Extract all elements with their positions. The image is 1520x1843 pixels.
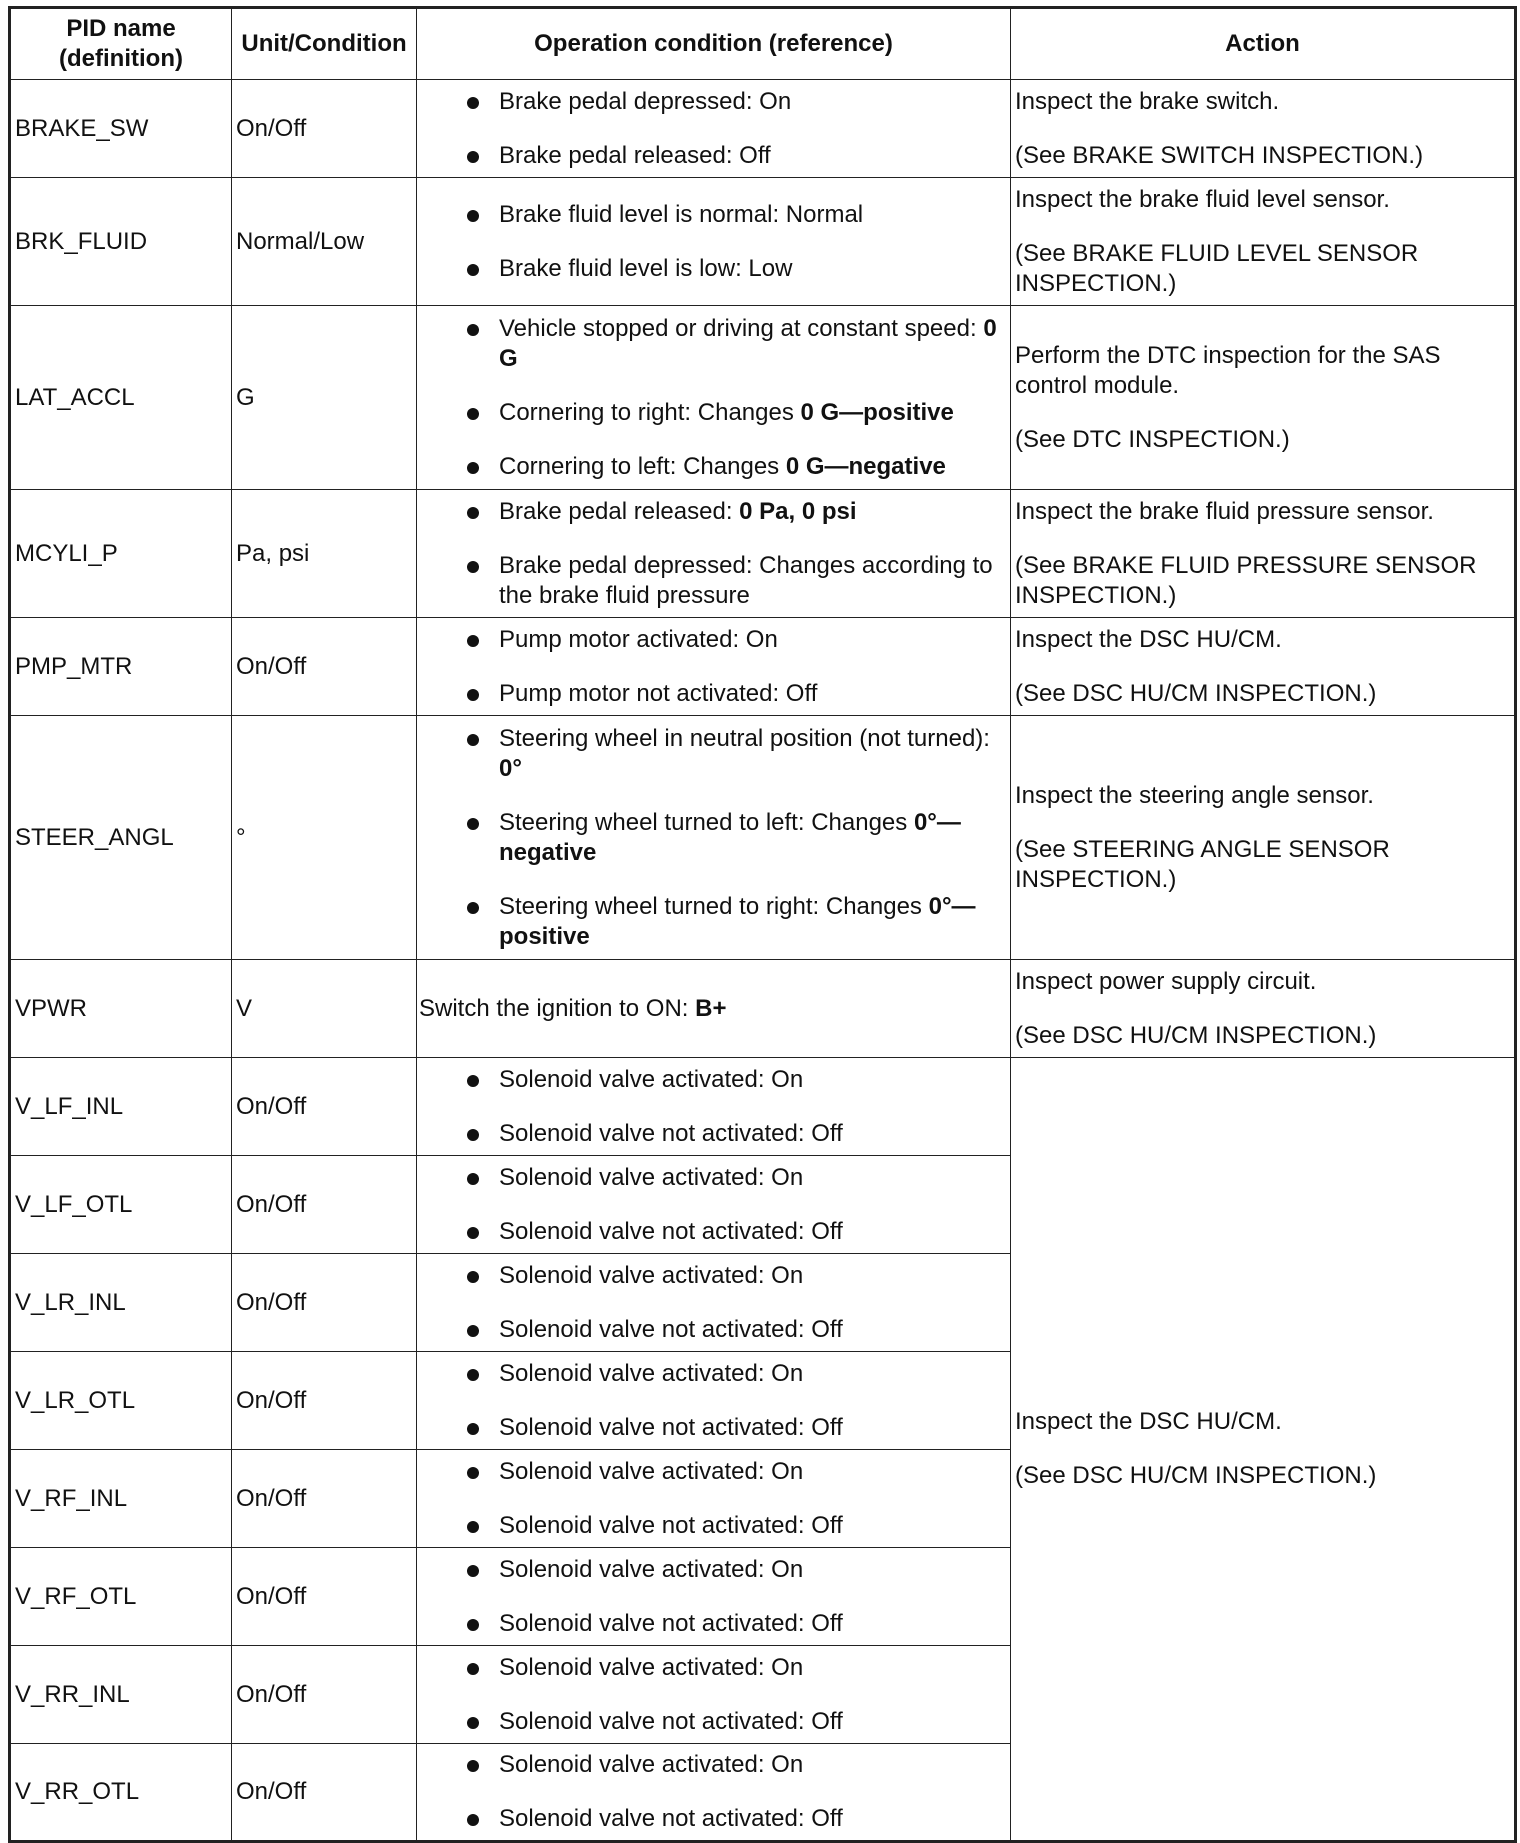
- condition-item: Cornering to right: Changes 0 G—positive: [461, 398, 1006, 428]
- header-condition: Operation condition (reference): [417, 8, 1011, 80]
- operation-condition: [417, 618, 1011, 716]
- table-row: [10, 1058, 1516, 1156]
- operation-condition: [417, 306, 1011, 490]
- action-cell: [1011, 490, 1516, 618]
- header-action: Action: [1011, 8, 1516, 80]
- action-reference: (See DSC HU/CM INSPECTION.): [1015, 679, 1377, 707]
- action-text: Perform the DTC inspection for the SAS control module.: [1015, 341, 1441, 399]
- action-text: Inspect the brake switch.: [1015, 87, 1280, 115]
- operation-condition: [417, 1156, 1011, 1254]
- condition-item: Solenoid valve activated: On: [461, 1750, 1006, 1780]
- action-text: Inspect the brake fluid level sensor.: [1015, 185, 1390, 213]
- action-reference: (See STEERING ANGLE SENSOR INSPECTION.): [1015, 835, 1390, 893]
- pid-name: VPWR: [10, 960, 232, 1058]
- condition-item: Brake fluid level is normal: Normal: [461, 200, 1006, 230]
- header-unit: Unit/Condition: [232, 8, 417, 80]
- pid-unit: Pa, psi: [232, 490, 417, 618]
- condition-item: Brake pedal depressed: On: [461, 87, 1006, 117]
- operation-condition: Switch the ignition to ON: B+: [417, 960, 1011, 1058]
- operation-condition: [417, 716, 1011, 960]
- condition-item: Pump motor activated: On: [461, 625, 1006, 655]
- table-row: [10, 178, 1516, 306]
- pid-name: V_RR_OTL: [10, 1744, 232, 1842]
- operation-condition: [417, 1058, 1011, 1156]
- condition-item: Steering wheel turned to left: Changes 0°—negative: [461, 808, 1006, 868]
- pid-name: V_RR_INL: [10, 1646, 232, 1744]
- pid-unit: On/Off: [232, 80, 417, 178]
- condition-item: Cornering to left: Changes 0 G—negative: [461, 452, 1006, 482]
- action-text: Inspect power supply circuit.: [1015, 967, 1317, 995]
- condition-item: Solenoid valve activated: On: [461, 1261, 1006, 1291]
- pid-name: LAT_ACCL: [10, 306, 232, 490]
- condition-item: Solenoid valve activated: On: [461, 1653, 1006, 1683]
- action-cell: [1011, 716, 1516, 960]
- pid-name: V_LF_OTL: [10, 1156, 232, 1254]
- condition-item: Solenoid valve not activated: Off: [461, 1609, 1006, 1639]
- pid-unit: On/Off: [232, 1254, 417, 1352]
- header-row: [10, 8, 1516, 80]
- action-reference: (See BRAKE SWITCH INSPECTION.): [1015, 141, 1424, 169]
- pid-name: V_LR_INL: [10, 1254, 232, 1352]
- pid-name: BRK_FLUID: [10, 178, 232, 306]
- table-row: [10, 960, 1516, 1058]
- condition-item: Solenoid valve not activated: Off: [461, 1804, 1006, 1834]
- pid-unit: On/Off: [232, 1744, 417, 1842]
- pid-table: [8, 6, 1517, 1843]
- condition-item: Solenoid valve activated: On: [461, 1163, 1006, 1193]
- condition-item: Solenoid valve not activated: Off: [461, 1413, 1006, 1443]
- pid-unit: On/Off: [232, 1352, 417, 1450]
- valves-action-cell: [1011, 1058, 1516, 1842]
- action-reference: (See DSC HU/CM INSPECTION.): [1015, 1462, 1377, 1489]
- action-cell: [1011, 178, 1516, 306]
- pid-unit: On/Off: [232, 1450, 417, 1548]
- action-text: Inspect the steering angle sensor.: [1015, 781, 1374, 809]
- action-reference: (See DTC INSPECTION.): [1015, 425, 1290, 453]
- operation-condition: [417, 1744, 1011, 1842]
- pid-name: V_RF_OTL: [10, 1548, 232, 1646]
- action-text: Inspect the brake fluid pressure sensor.: [1015, 497, 1434, 525]
- condition-item: Solenoid valve not activated: Off: [461, 1511, 1006, 1541]
- condition-item: Solenoid valve activated: On: [461, 1555, 1006, 1585]
- pid-unit: On/Off: [232, 1156, 417, 1254]
- condition-item: Steering wheel in neutral position (not turned): 0°: [461, 724, 1006, 784]
- action-cell: [1011, 960, 1516, 1058]
- pid-unit: On/Off: [232, 1646, 417, 1744]
- pid-unit: V: [232, 960, 417, 1058]
- action-cell: [1011, 306, 1516, 490]
- condition-item: Solenoid valve not activated: Off: [461, 1707, 1006, 1737]
- condition-item: Vehicle stopped or driving at constant speed: 0 G: [461, 314, 1006, 374]
- action-cell: [1011, 618, 1516, 716]
- operation-condition: [417, 1646, 1011, 1744]
- action-reference: (See BRAKE FLUID PRESSURE SENSOR INSPECTION.): [1015, 551, 1477, 609]
- action-text: Inspect the DSC HU/CM.: [1015, 1408, 1282, 1435]
- operation-condition: [417, 1254, 1011, 1352]
- operation-condition: [417, 178, 1011, 306]
- operation-condition: [417, 490, 1011, 618]
- condition-item: Brake pedal released: Off: [461, 141, 1006, 171]
- pid-unit: On/Off: [232, 1548, 417, 1646]
- condition-item: Steering wheel turned to right: Changes 0°—positive: [461, 892, 1006, 952]
- operation-condition: [417, 80, 1011, 178]
- table-row: [10, 618, 1516, 716]
- table-row: [10, 80, 1516, 178]
- operation-condition: [417, 1450, 1011, 1548]
- operation-condition: [417, 1548, 1011, 1646]
- pid-name: V_LF_INL: [10, 1058, 232, 1156]
- pid-name: STEER_ANGL: [10, 716, 232, 960]
- pid-unit: Normal/Low: [232, 178, 417, 306]
- condition-item: Solenoid valve not activated: Off: [461, 1119, 1006, 1149]
- condition-item: Pump motor not activated: Off: [461, 679, 1006, 709]
- action-cell: [1011, 80, 1516, 178]
- action-text: Inspect the DSC HU/CM.: [1015, 625, 1282, 653]
- table-row: [10, 306, 1516, 490]
- pid-unit: On/Off: [232, 1058, 417, 1156]
- condition-item: Solenoid valve not activated: Off: [461, 1217, 1006, 1247]
- pid-unit: On/Off: [232, 618, 417, 716]
- condition-item: Brake pedal depressed: Changes according to the brake fluid pressure: [461, 551, 1006, 611]
- table-row: [10, 716, 1516, 960]
- condition-item: Solenoid valve activated: On: [461, 1065, 1006, 1095]
- operation-condition: [417, 1352, 1011, 1450]
- condition-item: Solenoid valve activated: On: [461, 1359, 1006, 1389]
- condition-item: Solenoid valve activated: On: [461, 1457, 1006, 1487]
- table-row: [10, 490, 1516, 618]
- action-reference: (See BRAKE FLUID LEVEL SENSOR INSPECTION.): [1015, 239, 1419, 297]
- header-pid-name: PID name (definition): [10, 8, 232, 80]
- pid-unit: G: [232, 306, 417, 490]
- condition-item: Brake pedal released: 0 Pa, 0 psi: [461, 497, 1006, 527]
- action-reference: (See DSC HU/CM INSPECTION.): [1015, 1021, 1377, 1049]
- pid-name: BRAKE_SW: [10, 80, 232, 178]
- pid-name: V_LR_OTL: [10, 1352, 232, 1450]
- condition-item: Brake fluid level is low: Low: [461, 254, 1006, 284]
- condition-item: Solenoid valve not activated: Off: [461, 1315, 1006, 1345]
- pid-name: MCYLI_P: [10, 490, 232, 618]
- pid-name: PMP_MTR: [10, 618, 232, 716]
- pid-name: V_RF_INL: [10, 1450, 232, 1548]
- pid-unit: °: [232, 716, 417, 960]
